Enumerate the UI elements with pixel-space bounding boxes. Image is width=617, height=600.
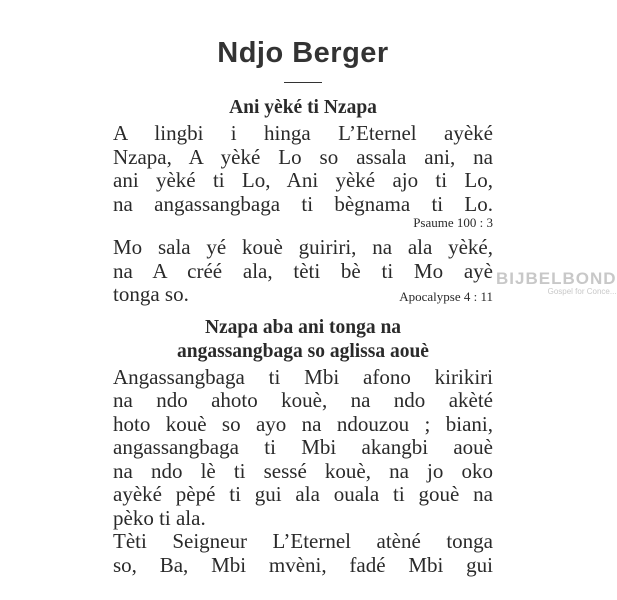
scripture-reference: Psaume 100 : 3 — [413, 215, 493, 230]
section2-paragraph1 — [113, 366, 493, 531]
text-line: Angassangbaga ti Mbi afono kirikiri — [113, 364, 493, 389]
text-line: tonga so. — [113, 282, 189, 306]
text-line: angassangbaga ti Mbi akangbi aouè — [113, 435, 493, 459]
section2-paragraph2 — [113, 530, 493, 577]
text-line: Nzapa, A yèké Lo so assala ani, na — [113, 144, 493, 169]
text-line: A lingbi i hinga L’Eternel ayèké — [113, 121, 493, 145]
text-line: pèko ti ala. — [113, 505, 206, 530]
watermark-text: BIJBELBOND — [496, 269, 617, 288]
watermark-subtext: Gospel for Conce... — [547, 287, 617, 296]
text-line: na ndo ahoto kouè, na ndo akèté — [113, 388, 493, 412]
text-line: ani yèké ti Lo, Ani yèké ajo ti Lo, — [113, 168, 493, 192]
title-divider — [284, 82, 322, 83]
section1-heading: Ani yèké ti Nzapa — [229, 97, 377, 118]
section1-paragraph2-end — [113, 283, 493, 309]
text-line: ayèké pèpé ti gui ala ouala ti gouè na — [113, 482, 493, 506]
text-line: so, Ba, Mbi mvèni, fadé Mbi gui — [113, 552, 493, 577]
page-title: Ndjo Berger — [217, 37, 389, 69]
bijbelbond-watermark — [496, 270, 617, 296]
spacer — [113, 309, 493, 317]
section2-heading-line2: angassangbaga so aglissa aouè — [177, 340, 429, 362]
text-line: na ndo lè ti sessé kouè, na jo oko — [113, 458, 493, 483]
text-line: hoto kouè so ayo na ndouzou ; biani, — [113, 411, 493, 436]
text-line: Mo sala yé kouè guiriri, na ala yèké, — [113, 235, 493, 259]
text-line: na A créé ala, tèti bè ti Mo ayè — [113, 258, 493, 283]
scripture-reference: Apocalypse 4 : 11 — [399, 289, 493, 304]
document-page — [113, 0, 493, 600]
text-line: na angassangbaga ti bègnama ti Lo. — [113, 191, 493, 216]
section2-heading-line1: Nzapa aba ani tonga na — [204, 316, 402, 338]
section1-paragraph2 — [113, 236, 493, 283]
section1-paragraph1 — [113, 122, 493, 216]
text-line: Tèti Seigneur L’Eternel atèné tonga — [113, 529, 493, 553]
